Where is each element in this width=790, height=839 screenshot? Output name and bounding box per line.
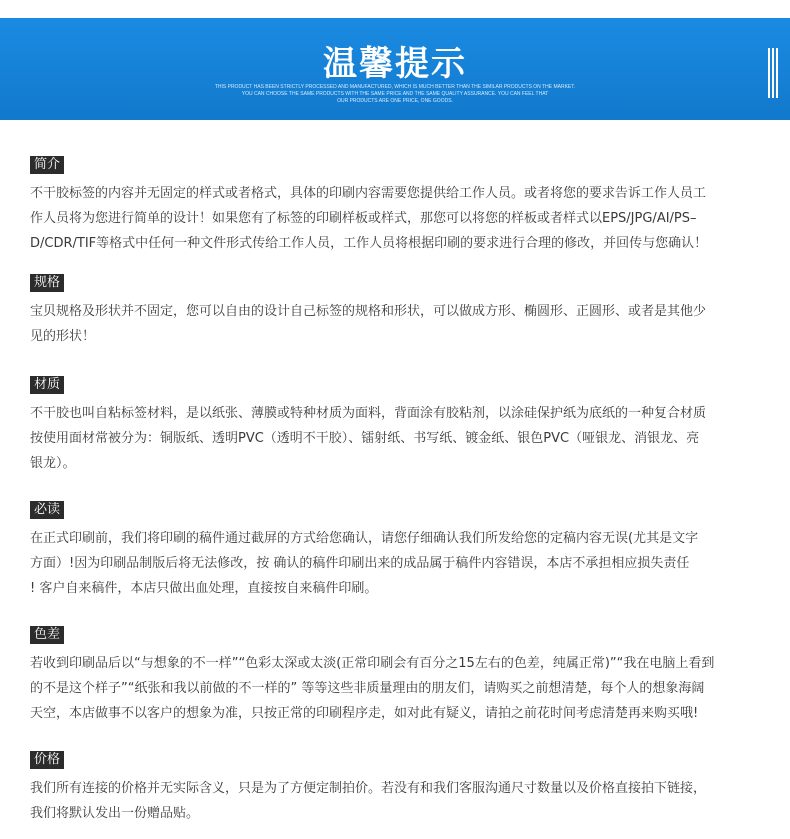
- text-line: 天空，本店做事不以客户的想象为准，只按正常的印刷程序走，如对此有疑义，请拍之前花时间考虑清楚再来购买哦!: [30, 706, 699, 721]
- section-text: [30, 526, 730, 601]
- section-heading: 色差: [30, 626, 64, 644]
- text-line: D/CDR/TIF等格式中任何一种文件形式传给工作人员，工作人员将根据印刷的要求进行合理的修改，并回传与您确认！: [30, 236, 708, 251]
- section-spec: [30, 271, 730, 349]
- banner-subtitle-line: OUR PRODUCTS ARE ONE PRICE, ONE GOODS.: [337, 98, 453, 104]
- text-line: ! 客户自来稿件，本店只做出血处理，直接按自来稿件印刷。: [30, 581, 378, 596]
- text-line: 不干胶也叫自粘标签材料，是以纸张、薄膜或特种材质为面料，背面涂有胶粘剂，以涂硅保护纸为底纸的一种复合材质: [30, 406, 707, 421]
- text-line: 不干胶标签的内容并无固定的样式或者格式，具体的印刷内容需要您提供给工作人员。或者将您的要求告诉工作人员工: [30, 186, 707, 201]
- decorative-bars: [768, 48, 778, 98]
- section-price: [30, 748, 730, 826]
- text-line: 银龙）。: [30, 456, 76, 471]
- bar-line: [776, 48, 778, 98]
- section-heading: 必读: [30, 501, 64, 519]
- section-text: [30, 181, 730, 256]
- text-line: 我们将默认发出一份赠品贴。: [30, 806, 200, 821]
- text-line: 方面）!因为印刷品制版后将无法修改，按 确认的稿件印刷出来的成品属于稿件内容错误，本店不承担相应损失责任: [30, 556, 690, 571]
- section-heading: 规格: [30, 274, 64, 292]
- section-heading: 材质: [30, 376, 64, 394]
- section-text: [30, 401, 730, 476]
- section-material: [30, 373, 730, 476]
- text-line: 我们所有连接的价格并无实际含义，只是为了方便定制拍价。若没有和我们客服沟通尺寸数量以及价格直接拍下链接，: [30, 781, 707, 796]
- header-banner: [0, 0, 790, 120]
- banner-subtitle: [0, 84, 790, 105]
- section-text: [30, 299, 730, 349]
- section-text: [30, 651, 730, 726]
- banner-title: 温馨提示: [323, 44, 467, 84]
- section-must-read: [30, 498, 730, 601]
- text-line: 若收到印刷品后以“与想象的不一样”“色彩太深或太淡(正常印刷会有百分之15左右的色差，纯属正常)”“我在电脑上看到: [30, 656, 715, 671]
- section-intro: [30, 153, 730, 256]
- section-color-difference: [30, 623, 730, 726]
- text-line: 作人员将为您进行简单的设计！如果您有了标签的印刷样板或样式，那您可以将您的样板或者样式以EPS/JPG/AI/PS–: [30, 211, 697, 226]
- section-heading: 价格: [30, 751, 64, 769]
- text-line: 见的形状！: [30, 329, 96, 344]
- section-text: [30, 776, 730, 826]
- banner-subtitle-line: THIS PRODUCT HAS BEEN STRICTLY PROCESSED AND MANUFACTURED, WHICH IS MUCH BETTER THAN THE SIMILAR PRODUCTS ON THE MARKET.: [214, 84, 576, 90]
- text-line: 按使用面材常被分为：铜版纸、透明PVC（透明不干胶）、镭射纸、书写纸、镀金纸、银色PVC（哑银龙、消银龙、亮: [30, 431, 700, 446]
- text-line: 在正式印刷前，我们将印刷的稿件通过截屏的方式给您确认，请您仔细确认我们所发给您的定稿内容无误(尤其是文字: [30, 531, 699, 546]
- text-line: 宝贝规格及形状并不固定，您可以自由的设计自己标签的规格和形状，可以做成方形、椭圆形、正圆形、或者是其他少: [30, 304, 707, 319]
- bar-line: [772, 48, 774, 98]
- bar-line: [768, 48, 770, 98]
- text-line: 的不是这个样子”“纸张和我以前做的不一样的” 等等这些非质量理由的朋友们，请购买之前想清楚，每个人的想象海阔: [30, 681, 705, 696]
- banner-subtitle-line: YOU CAN CHOOSE THE SAME PRODUCTS WITH THE SAME PRICE AND THE SAME QUALITY ASSURANCE. YOU CAN FEEL THAT: [241, 91, 549, 97]
- section-heading: 简介: [30, 156, 64, 174]
